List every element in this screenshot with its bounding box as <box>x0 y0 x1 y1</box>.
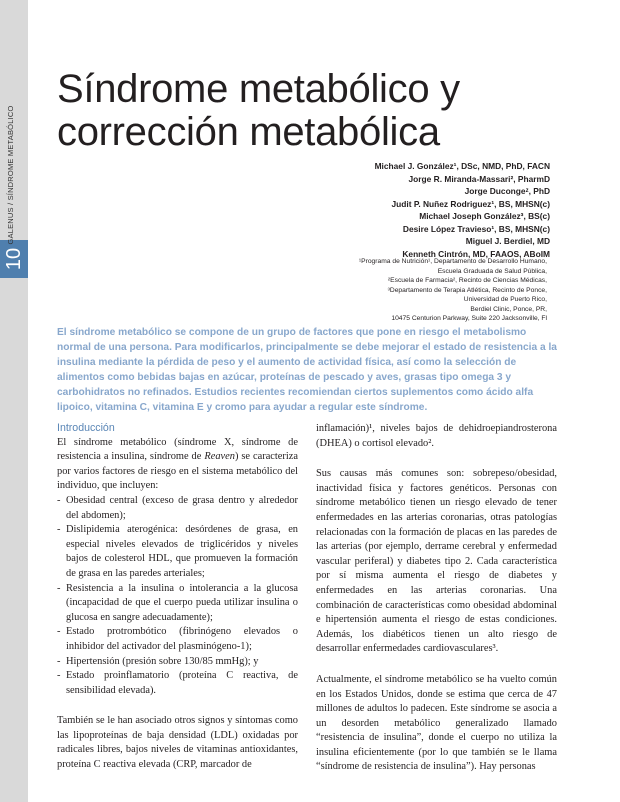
author: Michael Joseph González³, BS(c) <box>419 211 550 221</box>
affiliation-line: Escuela Graduada de Salud Pública, <box>437 267 547 275</box>
author-list <box>190 160 550 260</box>
intro-italic-term: Reaven <box>204 451 235 463</box>
affiliation-line: Universidad de Puerto Rico, <box>463 296 547 303</box>
author: Desire López Travieso¹, BS, MHSN(c) <box>402 223 550 234</box>
left-column <box>57 421 298 773</box>
author: Jorge Ducongeᶻ, PhD <box>464 186 550 196</box>
paragraph: Sus causas más comunes son: sobrepeso/obesidad, inactividad física y factores genéticos. Personas con síndrome metabólico tienen un riesgo elevado de tener enfermedades en las arterias coronarias, otras patologías relacionadas con la formación de placas en las paredes de las arterias (por ejemplo, derrame cerebral y enfermedad vascular periferal) y diabetes tipo 2. Cada característica por sí misma aumenta el riesgo de diabetes y enfermedades en las arterias coronarias. Una combinación de características como obesidad abdominal e hipertensión aumenta el riesgo de estas condiciones. Además, los diabéticos tienen un alto riesgo de desarrollar enfermedades cardiovasculares³. <box>316 468 557 655</box>
title-line-2: corrección metabólica <box>57 110 440 154</box>
risk-factor-list <box>57 494 298 698</box>
list-item: - Estado protrombótico (fibrinógeno elevados o inhibidor del activador del plasminógeno-1); <box>57 625 298 654</box>
right-column <box>316 422 557 775</box>
section-heading-introduction: Introducción <box>57 422 115 434</box>
affiliation-line: ³Departamento de Terapia Atlética, Recinto de Ponce, <box>387 286 547 294</box>
intro-text-end: ) se caracteriza por varios factores de riesgo en el sistema metabólico del individuo, que incluyen: <box>57 451 298 492</box>
author: Judit P. Nuñez Rodriguez¹, BS, MHSN(c) <box>391 198 550 209</box>
intro-text-start: El síndrome metabólico (síndrome X, síndrome de resistencia a insulina, síndrome de <box>57 436 298 463</box>
affiliations <box>187 257 547 324</box>
paragraph: También se le han asociado otros signos y síntomas como las lipoproteínas de baja densidad (LDL) oxidadas por radicales libres, bajos niveles de vitaminas antioxidantes, proteína C reactiva elevada (CRP, marcador de <box>57 715 298 771</box>
running-head: GALENUS / SÍNDROME METABÓLICO <box>6 105 15 245</box>
list-item: - Obesidad central (exceso de grasa dentro y alrededor del abdomen); <box>57 494 298 523</box>
list-item: - Estado proinflamatorio (proteína C reactiva, de sensibilidad elevada). <box>57 669 298 698</box>
author: Kenneth Cintrón, MD, FAAOS, ABoIM <box>402 248 550 259</box>
list-item: - Dislipidemia aterogénica: desórdenes de grasa, en especial niveles elevados de triglicéridos y niveles bajos de colesterol HDL, que promueven la formación de grasa en las paredes arteriales; <box>57 523 298 581</box>
list-item: - Resistencia a la insulina o intolerancia a la glucosa (incapacidad de que el cuerpo pueda utilizar insulina o glucosa en sangre adecuadamente); <box>57 582 298 626</box>
author: Michael J. González¹, DSc, NMD, PhD, FACN <box>374 161 550 171</box>
list-item: - Hipertensión (presión sobre 130/85 mmHg); y <box>57 655 298 670</box>
intro-paragraph <box>57 436 298 494</box>
affiliation-line: Berdiel Clinic, Ponce, PR, <box>470 305 547 313</box>
affiliation-line: ¹Programa de Nutrición¹, Departamento de Desarrollo Humano, <box>358 258 547 265</box>
paragraph: Actualmente, el síndrome metabólico se ha vuelto común en los Estados Unidos, donde se estima que cerca de 47 millones de adultos lo padecen. Este síndrome se asocia a un desorden metabólico generalizado llamado “resistencia de insulina”, donde el cuerpo no utiliza la insulina eficientemente (por lo que también se le llama “síndrome de resistencia de insulina”). Hay personas <box>316 673 557 773</box>
page-number: 10 <box>3 247 25 271</box>
author: Jorge R. Miranda-Massari², PharmD <box>408 173 550 184</box>
article-title <box>57 68 597 154</box>
affiliation-line: ²Escuela de Farmacia², Recinto de Ciencias Médicas, <box>387 277 547 284</box>
affiliation-line: 10475 Centurion Parkway, Suite 220 Jacksonville, Fl <box>391 315 547 322</box>
title-line-1: Síndrome metabólico y <box>57 67 460 111</box>
author: Miguel J. Berdiel, MD <box>465 236 550 246</box>
abstract: El síndrome metabólico se compone de un grupo de factores que pone en riesgo el metabolismo normal de una persona. Para modificarlos, principalmente se debe mejorar el estado de resistencia a la insulina mediante la pérdida de peso y el aumento de actividad física, así como la selección de alimentos como bebidas bajas en azúcar, proteínas de pescado y aves, grasas tipo omega 3 y carbohidratos no refinados. Estudios recientes recomiendan ciertos suplementos como ácido alfa lipoico, vitamina C, vitamina E y cromo para ayudar a regular este síndrome. <box>57 327 557 413</box>
paragraph: inflamación)¹, niveles bajos de dehidroepiandrosterona (DHEA) o cortisol elevado². <box>316 423 557 449</box>
